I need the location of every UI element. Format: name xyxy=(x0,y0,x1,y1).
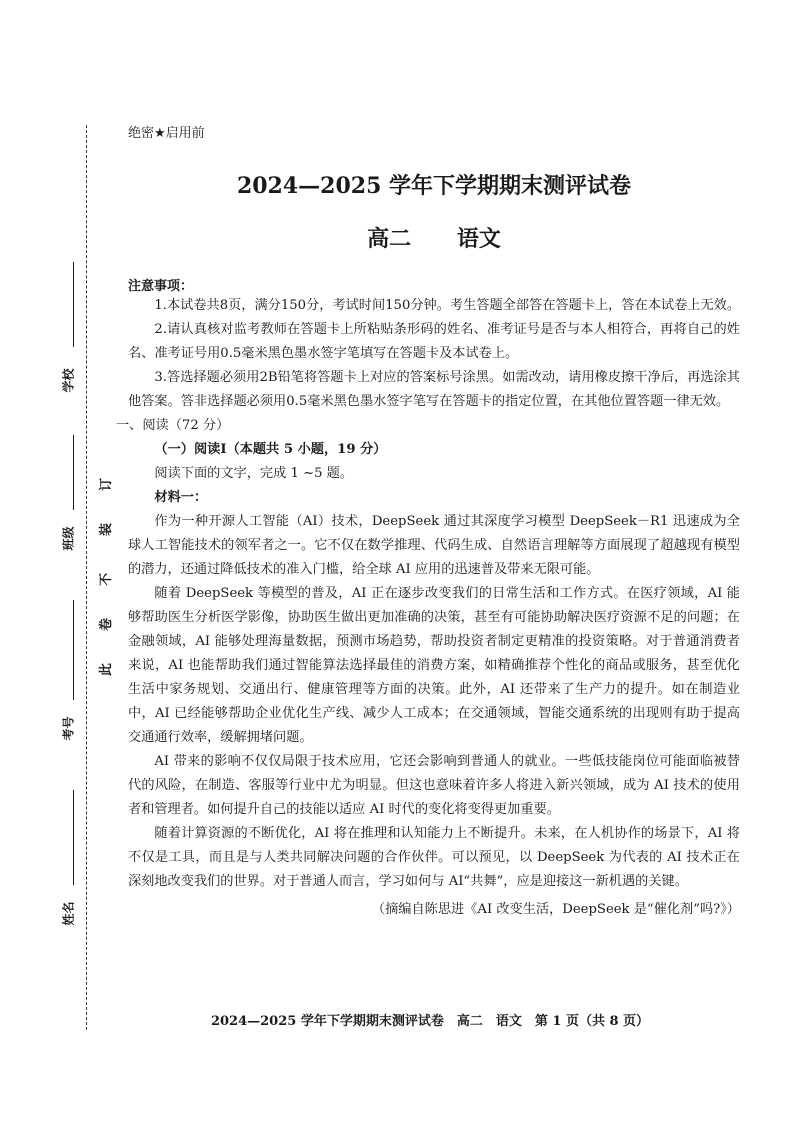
material-paragraph-4: 随着计算资源的不断优化，AI 将在推理和认知能力上不断提升。未来，在人机协作的场景下，AI 将不仅是工具，而且是与人类共同解决问题的合作伙伴。可以预见，以 DeepSeek 为代表的 AI 技术正在深刻地改变我们的世界。对于普通人而言，学习如何与 AI“共舞”，应是迎接这一新机遇的关键。 xyxy=(128,826,740,889)
exam-no-blank-line xyxy=(73,600,74,700)
notice-heading: 注意事项： xyxy=(128,279,194,294)
page-footer: 2024—2025 学年下学期期末测评试卷 高二 语文 第 1 页（共 8 页） xyxy=(210,1014,650,1029)
reading-instruction: 阅读下面的文字，完成 1 ~5 题。 xyxy=(154,466,354,481)
seal-char-4: 装 xyxy=(99,522,115,537)
material-source: （摘编自陈思进《AI 改变生活，DeepSeek 是“催化剂”吗?》） xyxy=(371,902,740,917)
name-label: 姓名 xyxy=(61,901,76,926)
grade-subject xyxy=(128,222,740,253)
subject-label: 语文 xyxy=(456,226,501,252)
notice-item-2: 2.请认真核对监考教师在答题卡上所粘贴条形码的姓名、准考证号是否与本人相符合，再将自己的姓名、准考证号用0.5毫米黑色墨水签字笔填写在答题卡及本试卷上。 xyxy=(128,322,740,361)
subsection-heading: （一）阅读Ⅰ（本题共 5 小题，19 分） xyxy=(154,442,387,457)
name-blank-line xyxy=(73,790,74,885)
grade-label: 高二 xyxy=(367,226,412,252)
exam-content xyxy=(116,122,741,922)
notice-item-3: 3.答选择题必须用2B铅笔将答题卡上对应的答案标号涂黑。如需改动，请用橡皮擦干净后，再选涂其他答案。答非选择题必须用0.5毫米黑色墨水签字笔写在答题卡的指定位置，在其他位置答题一律无效。 xyxy=(128,370,740,409)
seal-char-5: 订 xyxy=(99,477,115,492)
material-paragraph-2: 随着 DeepSeek 等模型的普及，AI 正在逐步改变我们的日常生活和工作方式。在医疗领域，AI 能够帮助医生分析医学影像，协助医生做出更加准确的决策，甚至有可能协助解决医疗资源不足的问题；在金融领域，AI 能够处理海量数据，预测市场趋势，帮助投资者制定更精准的投资策略。对于普通消费者来说，AI 也能帮助我们通过智能算法选择最佳的消费方案，如精确推荐个性化的商品或服务，甚至优化生活中家务规划、交通出行、健康管理等方面的决策。此外，AI 还带来了生产力的提升。如在制造业中，AI 已经能够帮助企业优化生产线、减少人工成本；在交通领域，智能交通系统的出现则有助于提高交通通行效率，缓解拥堵问题。 xyxy=(128,586,740,745)
exam-title: 2024—2025 学年下学期期末测评试卷 xyxy=(236,173,632,199)
material-paragraph-3: AI 带来的影响不仅仅局限于技术应用，它还会影响到普通人的就业。一些低技能岗位可能面临被替代的风险，在制造、客服等行业中尤为明显。但这也意味着许多人将进入新兴领域，成为 AI 技术的使用者和管理者。如何提升自己的技能以适应 AI 时代的变化将变得更加重要。 xyxy=(128,754,740,817)
binding-dashed-line xyxy=(86,125,87,1030)
seal-char-1: 此 xyxy=(99,662,115,677)
section-heading: 一、阅读（72 分） xyxy=(116,418,230,433)
secret-mark: 绝密★启用前 xyxy=(128,126,205,141)
material-paragraph-1: 作为一种开源人工智能（AI）技术，DeepSeek 通过其深度学习模型 DeepSeek－R1 迅速成为全球人工智能技术的领军者之一。它不仅在数学推理、代码生成、自然语言理解等方面展现了超越现有模型的潜力，还通过降低技术的准入门槛，给全球 AI 应用的迅速普及带来无限可能。 xyxy=(128,514,740,577)
school-blank-line xyxy=(73,262,74,347)
seal-char-2: 卷 xyxy=(99,617,115,632)
class-label: 班级 xyxy=(61,526,76,551)
exam-no-label: 考号 xyxy=(61,716,76,741)
school-label: 学校 xyxy=(61,368,76,393)
material-label: 材料一： xyxy=(154,490,208,505)
seal-char-3: 不 xyxy=(99,572,115,587)
class-blank-line xyxy=(73,435,74,510)
notice-item-1: 1.本试卷共8页，满分150分，考试时间150分钟。考生答题全部答在答题卡上，答在本试卷上无效。 xyxy=(154,298,741,313)
